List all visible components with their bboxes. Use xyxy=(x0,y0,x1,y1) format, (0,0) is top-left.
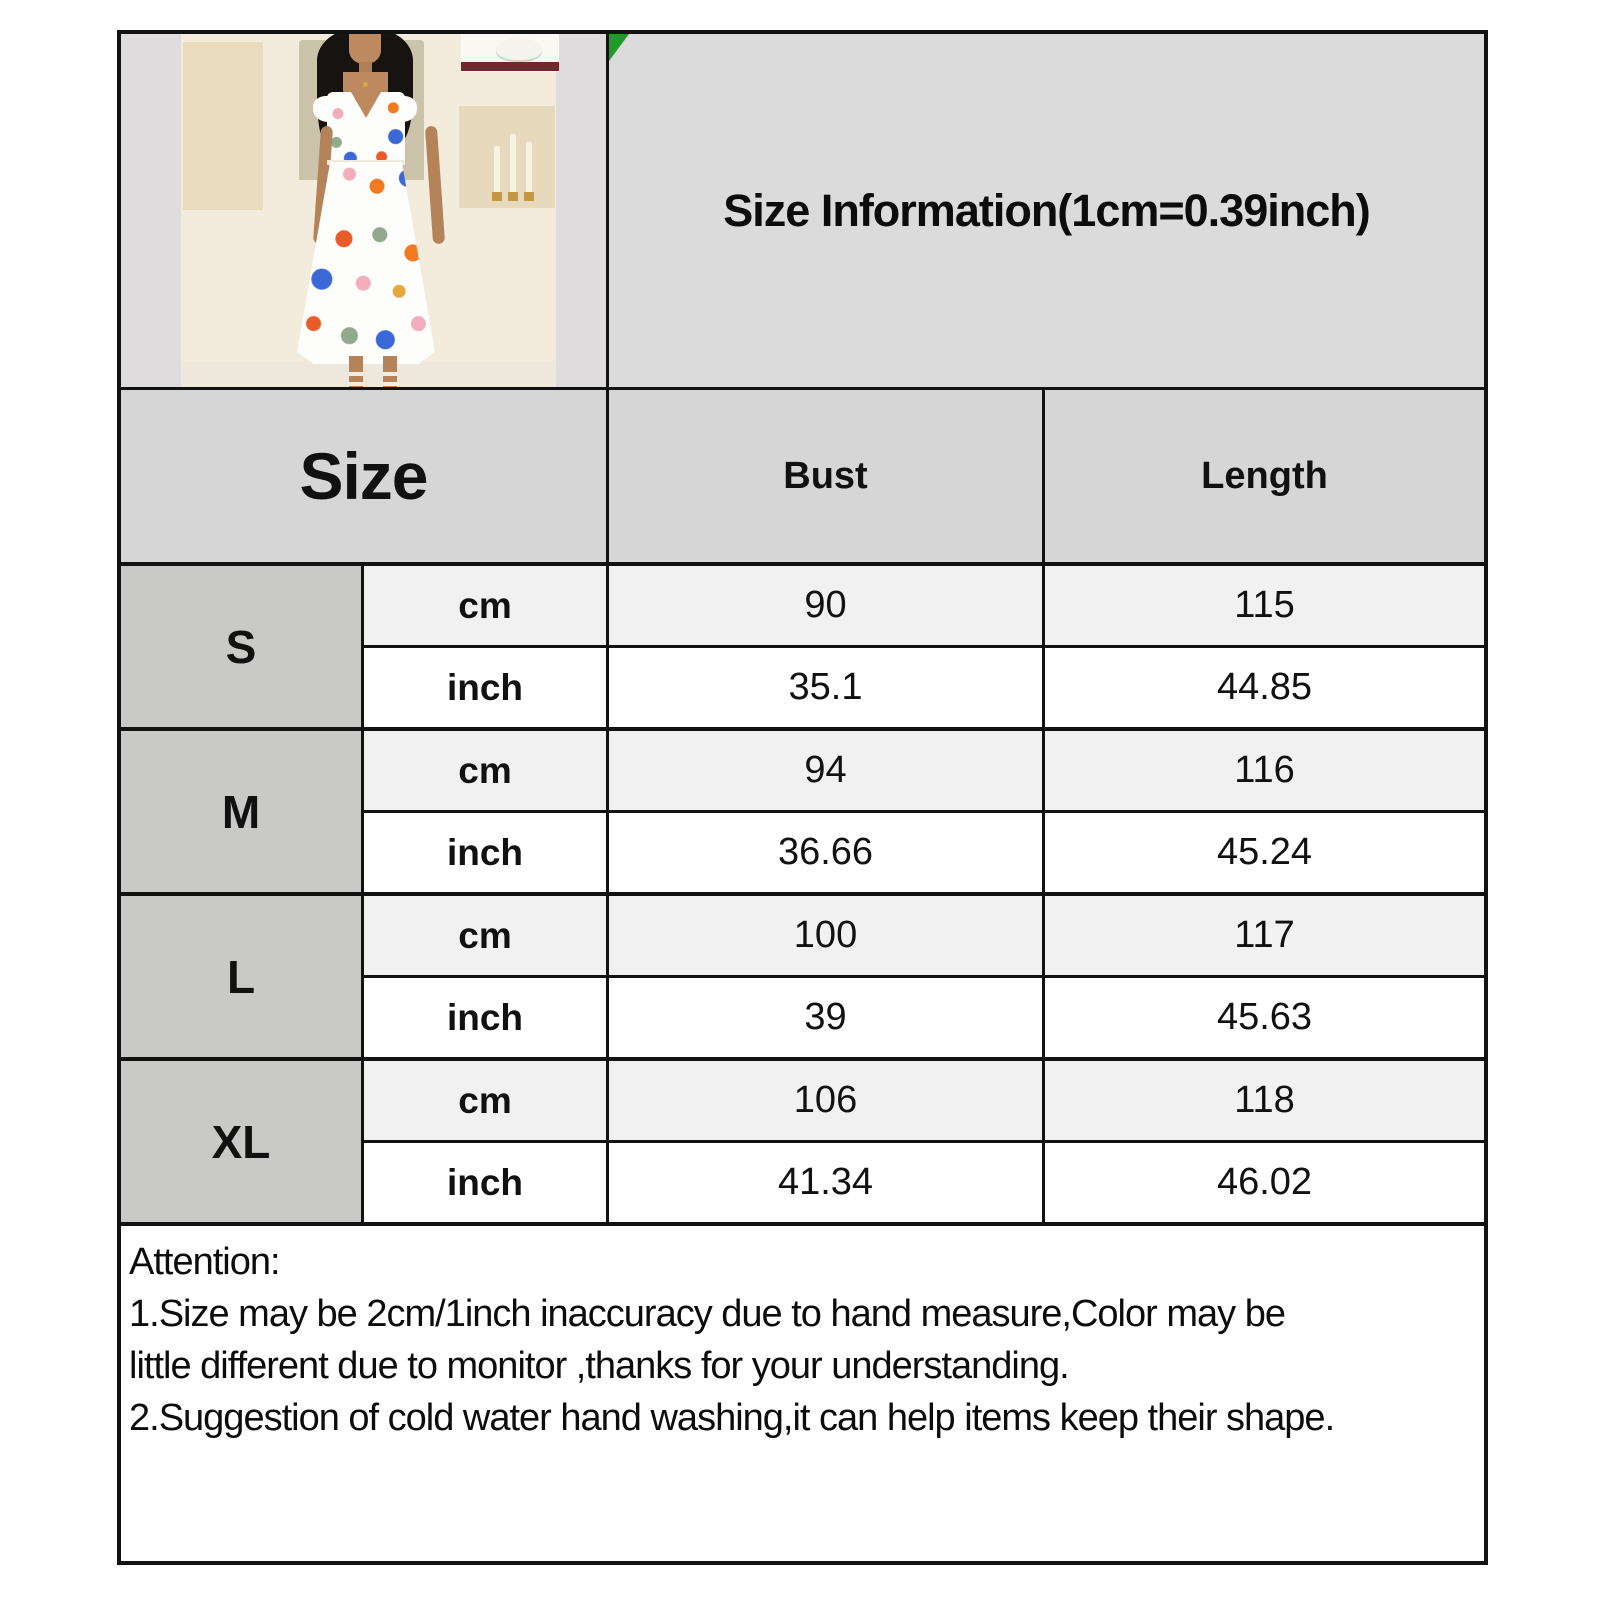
table-header-row xyxy=(121,390,1484,566)
sandal-strap xyxy=(382,382,398,386)
length-inch-value: 46.02 xyxy=(1216,1161,1313,1203)
unit-label-inch: inch xyxy=(446,996,524,1038)
length-cm-value: 117 xyxy=(1234,914,1295,956)
table-row-group-xl xyxy=(121,1061,1484,1226)
length-inch-value: 44.85 xyxy=(1216,666,1313,708)
table-row-group-m xyxy=(121,731,1484,896)
title-cell xyxy=(609,34,1484,387)
size-label: S xyxy=(121,566,364,727)
candle-icon xyxy=(510,134,516,194)
bust-inch-value: 39 xyxy=(804,996,847,1038)
size-label: XL xyxy=(121,1061,364,1222)
unit-column xyxy=(364,566,609,727)
length-column xyxy=(1045,896,1484,1057)
bust-column xyxy=(609,1061,1045,1222)
candle-icon xyxy=(494,146,500,194)
unit-label-inch: inch xyxy=(446,1161,524,1203)
photo-floor xyxy=(181,361,556,387)
photo-wall-panel-right xyxy=(459,106,555,208)
unit-column xyxy=(364,1061,609,1222)
unit-label-inch: inch xyxy=(446,831,524,873)
column-header-length: Length xyxy=(1201,454,1328,497)
attention-note-line: little different due to monitor ,thanks for your understanding. xyxy=(129,1345,1069,1387)
photo-wall-strip-right xyxy=(556,34,606,387)
candle-icon xyxy=(526,142,532,194)
length-cm-value: 115 xyxy=(1234,584,1295,626)
length-column xyxy=(1045,1061,1484,1222)
candle-holder xyxy=(492,192,502,201)
candle-holder xyxy=(508,192,518,201)
bust-cm-value: 100 xyxy=(793,914,858,956)
length-column xyxy=(1045,566,1484,727)
length-cm-value: 116 xyxy=(1234,749,1295,791)
photo-dark-shelf xyxy=(461,62,559,71)
size-label: M xyxy=(121,731,364,892)
sandal-strap xyxy=(348,382,364,386)
unit-label-cm: cm xyxy=(458,1079,512,1121)
bust-inch-value: 36.66 xyxy=(777,831,874,873)
necklace-pendant xyxy=(363,82,368,87)
bust-cm-value: 106 xyxy=(793,1079,858,1121)
size-chart-sheet xyxy=(117,30,1488,1565)
bust-inch-value: 35.1 xyxy=(788,666,863,708)
unit-column xyxy=(364,896,609,1057)
attention-heading: Attention: xyxy=(129,1241,280,1283)
unit-column xyxy=(364,731,609,892)
unit-label-cm: cm xyxy=(458,749,512,791)
table-row-group-s xyxy=(121,566,1484,731)
size-label: L xyxy=(121,896,364,1057)
unit-label-cm: cm xyxy=(458,914,512,956)
model-face xyxy=(349,34,381,64)
length-cm-value: 118 xyxy=(1234,1079,1295,1121)
attention-note-line: 1.Size may be 2cm/1inch inaccuracy due to hand measure,Color may be xyxy=(129,1293,1285,1335)
photo-wall-strip-left xyxy=(121,34,181,387)
bust-inch-value: 41.34 xyxy=(777,1161,874,1203)
sandal-strap xyxy=(348,372,364,376)
photo-decor-bowl xyxy=(496,38,542,60)
column-header-size: Size xyxy=(121,390,609,562)
unit-label-cm: cm xyxy=(458,584,512,626)
length-inch-value: 45.63 xyxy=(1216,996,1313,1038)
length-inch-value: 45.24 xyxy=(1216,831,1313,873)
top-row xyxy=(121,34,1484,390)
bust-cm-value: 90 xyxy=(804,584,847,626)
green-corner-flag-icon xyxy=(609,34,629,61)
model-arm-right xyxy=(425,126,445,245)
product-photo xyxy=(121,34,609,387)
attention-notes xyxy=(121,1226,1484,1561)
candle-holder xyxy=(524,192,534,201)
sandal-strap xyxy=(382,372,398,376)
photo-wall-panel-left xyxy=(183,42,263,210)
column-header-bust: Bust xyxy=(609,390,1045,562)
length-column xyxy=(1045,731,1484,892)
page-title: Size Information(1cm=0.39inch) xyxy=(723,184,1370,236)
attention-note-line: 2.Suggestion of cold water hand washing,it can help items keep their shape. xyxy=(129,1397,1335,1439)
bust-column xyxy=(609,731,1045,892)
bust-column xyxy=(609,566,1045,727)
bust-column xyxy=(609,896,1045,1057)
table-row-group-l xyxy=(121,896,1484,1061)
bust-cm-value: 94 xyxy=(804,749,847,791)
unit-label-inch: inch xyxy=(446,666,524,708)
